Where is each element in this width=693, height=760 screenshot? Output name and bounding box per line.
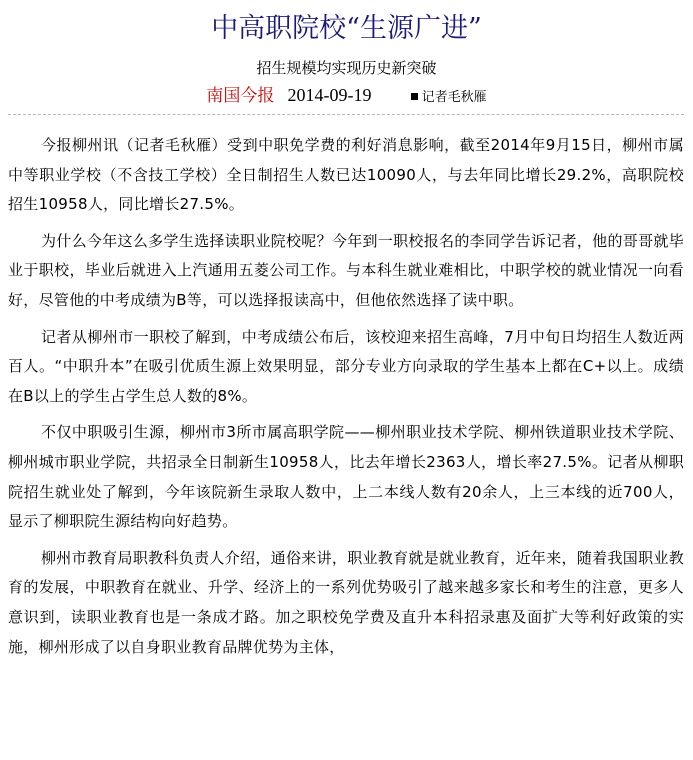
paragraph: 为什么今年这么多学生选择读职业院校呢？今年到一职校报名的李同学告诉记者，他的哥哥就毕业于职校，毕业后就进入上汽通用五菱公司工作。与本科生就业难相比，中职学校的就业情况一向看好，尽管他的中考成绩为B等，可以选择报读高中，但他依然选择了读中职。 <box>8 231 684 309</box>
paragraph: 记者从柳州市一职校了解到，中考成绩公布后，该校迎来招生高峰，7月中旬日均招生人数近两百人。“中职升本”在吸引优质生源上效果明显，部分专业方向录取的学生基本上都在C+以上。成绩在B以上的学生占学生总人数的8%。 <box>8 327 684 405</box>
divider <box>8 114 684 115</box>
article-meta <box>0 84 693 109</box>
square-bullet-icon <box>411 93 418 100</box>
reporter-name: 记者毛秋雁 <box>421 90 487 105</box>
article-subtitle: 招生规模均实现历史新突破 <box>256 59 437 77</box>
paragraph: 不仅中职吸引生源，柳州市3所市属高职学院——柳州职业技术学院、柳州铁道职业技术学院、柳州城市职业学院，共招录全日制新生10958人，比去年增长2363人，增长率27.5%。记者从柳职院招生就业处了解到，今年该院新生录取人数中，上二本线人数有20余人，上三本线的近700人，显示了柳职院生源结构向好趋势。 <box>8 423 684 531</box>
reporter-byline <box>411 90 487 105</box>
source-name: 南国今报 <box>206 86 275 106</box>
paragraph: 柳州市教育局职教科负责人介绍，通俗来讲，职业教育就是就业教育，近年来，随着我国职业教育的发展，中职教育在就业、升学、经济上的一系列优势吸引了越来越多家长和考生的注意，更多人意识到，读职业教育也是一条成才路。加之职校免学费及直升本科招录惠及面扩大等利好政策的实施，柳州形成了以自身职业教育品牌优势为主体， <box>8 548 684 656</box>
article-title: 中高职院校“生源广进” <box>211 13 482 44</box>
paragraph: 今报柳州讯（记者毛秋雁）受到中职免学费的利好消息影响，截至2014年9月15日，柳州市属中等职业学校（不含技工学校）全日制招生人数已达10090人，与去年同比增长29.2%，高职院校招生10958人，同比增长27.5%。 <box>8 136 684 214</box>
publish-date: 2014-09-19 <box>287 85 372 105</box>
article-body <box>8 131 684 669</box>
